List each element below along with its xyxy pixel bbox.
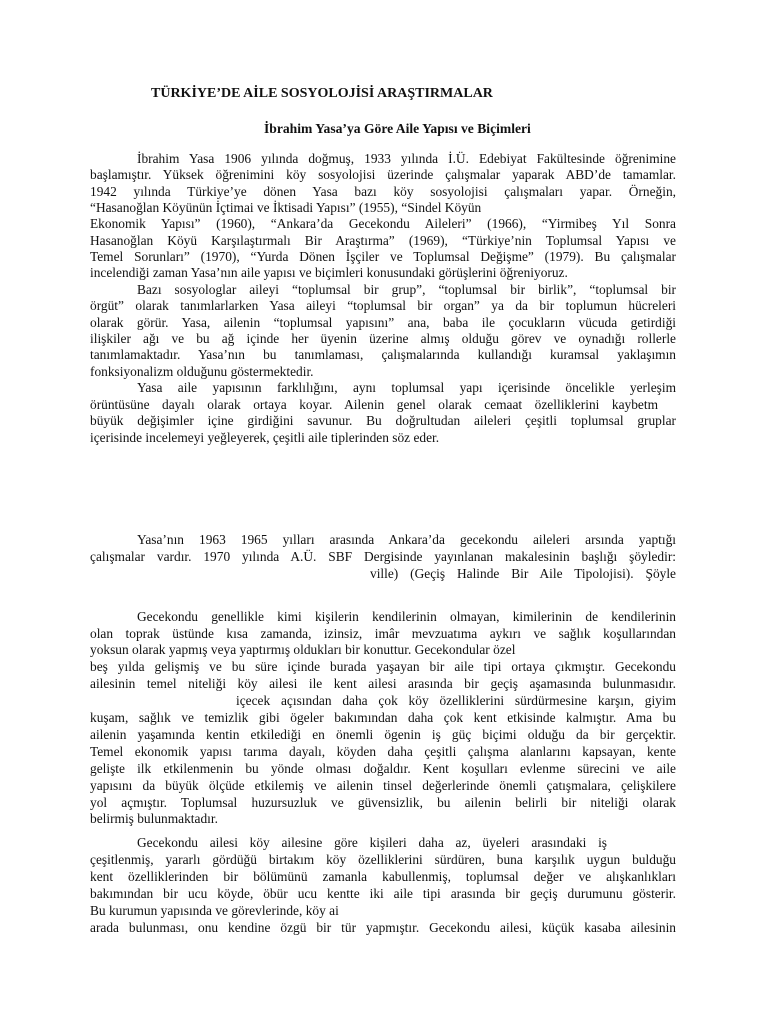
text-line: fonksiyonalizm olduğunu göstermektedir. [90,364,314,379]
text-line: gelişte ilk etkilenmenin bu yönde olması doğaldır. Kent koşulları evlenme sürecini ve aile [90,761,676,776]
text-line: kent özelliklerinden bir bölümünü zamanla kabullenmiş, toplumsal değer ve alışkanlıkları [90,869,676,884]
text-line: Yasa aile yapısının farklılığını, aynı toplumsal yapı içerisinde öncelikle yerleşim [137,380,676,395]
text-line: İbrahim Yasa 1906 yılında doğmuş, 1933 yılında İ.Ü. Edebiyat Fakültesinde öğrenimine [137,151,676,166]
text-line: ilişkiler ağı ve bu ağ içinde her üyenin üzerine almış olduğu görev ve oynadığı rollerle [90,331,676,346]
text-line: olarak görür. Yasa, ailenin “toplumsal yapısını” ana, baba ile çocukların vücuda getirdiği [90,315,676,330]
text-line: yapısını da büyük ölçüde etkilemiş ve ailenin tinsel değerlerinde önemli çatışmalara, çelişkilere [90,778,676,793]
text-line: Ekonomik Yapısı” (1960), “Ankara’da Gecekondu Aileleri” (1966), “Yirmibeş Yıl Sonra [90,216,676,231]
text-line: arada bulunması, onu kendine özgü bir tür yapmıştır. Gecekondu ailesi, küçük kasaba ailesinin [90,920,676,935]
text-line: bakımından bir ucu köyde, öbür ucu kentte iki aile tipi arasında bir geçiş durumunu gösterir. [90,886,676,901]
text-line: Gecekondu ailesi köy ailesine göre kişileri daha az, üyeleri arasındaki iş [137,835,607,850]
text-line: örüntüsüne dayalı olarak ortaya koyar. Ailenin genel olarak cemaat özelliklerini kaybetm [90,397,658,412]
text-line: beş yılda gelişmiş ve bu süre içinde burada yaşayan bir aile tipi ortaya çıkmıştır. Gecekondu [90,659,676,674]
text-line: Yasa’nın 1963 1965 yılları arasında Ankara’da gecekondu aileleri arsında yaptığı [137,532,676,547]
text-line: incelendiği zaman Yasa’nın aile yapısı ve biçimleri konusundaki görüşlerini öğreniyoruz. [90,265,568,280]
text-line: Temel Sorunları” (1970), “Yurda Dönen İşçiler ve Toplumsal Değişme” (1979). Bu çalışmalar [90,249,676,264]
text-line: ailesinin temel niteliği köy ailesi ile kent ailesi arasında bir geçiş aşamasında bulunmasıdır. [90,676,676,691]
text-line: Temel ekonomik yapısı tarıma dayalı, köyden daha çeşitli çalışma alanlarını kapsayan, kente [90,744,676,759]
text-line: başlamıştır. Yüksek öğrenimini köy sosyolojisi üzerinde çalışmalar yaparak ABD’de tamamlar. [90,167,676,182]
document-title: TÜRKİYE’DE AİLE SOSYOLOJİSİ ARAŞTIRMALAR [151,86,493,101]
text-line: olan toprak üstünde kısa zamanda, izinsiz, imâr mevzuatıma aykırı ve sağlık koşullarından [90,626,676,641]
text-line: örgüt” olarak tanımlarlarken Yasa aileyi “toplumsal bir organ” ya da bir toplumun hücreleri [90,298,676,313]
text-line: belirmiş bulunmaktadır. [90,811,218,826]
document-subtitle: İbrahim Yasa’ya Göre Aile Yapısı ve Biçimleri [264,121,531,136]
text-line: içerisinde incelemeyi yeğleyerek, çeşitli aile tiplerinden söz eder. [90,430,440,445]
text-line: Gecekondu genellikle kimi kişilerin kendilerinin olmayan, kimilerinin de kendilerinin [137,609,676,624]
text-line: yoksun olarak yapmış veya yaptırmış oldukları bir konuttur. Gecekondular özel [90,642,516,657]
text-line: çalışmalar vardır. 1970 yılında A.Ü. SBF Dergisinde yayınlanan makalesinin başlığı şöyledir: [90,549,676,564]
text-line: ailenin yaşamında kentin etkilediği en önemli ögenin iş güç biçimi olduğu da bir gerçektir. [90,727,676,742]
text-line: tanımlamaktadır. Yasa’nın bu tanımlaması, çalışmalarında kullandığı kuramsal yaklaşımın [90,347,676,362]
text-line: Bazı sosyologlar aileyi “toplumsal bir grup”, “toplumsal bir birlik”, “toplumsal bir [137,282,676,297]
text-line: “Hasanoğlan Köyünün İçtimai ve İktisadi Yapısı” (1955), “Sindel Köyün [90,200,482,215]
text-line: içecek açısından daha çok köy özelliklerini sürdürmesine karşın, giyim [236,693,676,708]
text-line: ville) (Geçiş Halinde Bir Aile Tipolojisi). Şöyle [370,566,676,581]
text-line: yol açmıştır. Toplumsal huzursuzluk ve güvensizlik, bu ailenin belirli bir niteliği olarak [90,795,676,810]
text-line: Hasanoğlan Köyü Karşılaştırmalı Bir Araştırma” (1969), “Türkiye’nin Toplumsal Yapısı ve [90,233,676,248]
text-line: kuşam, sağlık ve temizlik gibi ögeler bakımından daha çok kent etkisinde kalmıştır. Ama bu [90,710,676,725]
text-line: büyük değişimler içine girdiğini savunur. Bu doğrultudan aileleri çeşitli toplumsal gruplar [90,413,676,428]
text-line: çeşitlenmiş, yararlı gördüğü birtakım köy özelliklerini sürdüren, buna karşılık uygun bulduğu [90,852,676,867]
text-line: 1942 yılında Türkiye’ye dönen Yasa bazı köy sosyolojisi çalışmaları yapar. Örneğin, [90,184,676,199]
text-line: Bu kurumun yapısında ve görevlerinde, köy ai [90,903,339,918]
